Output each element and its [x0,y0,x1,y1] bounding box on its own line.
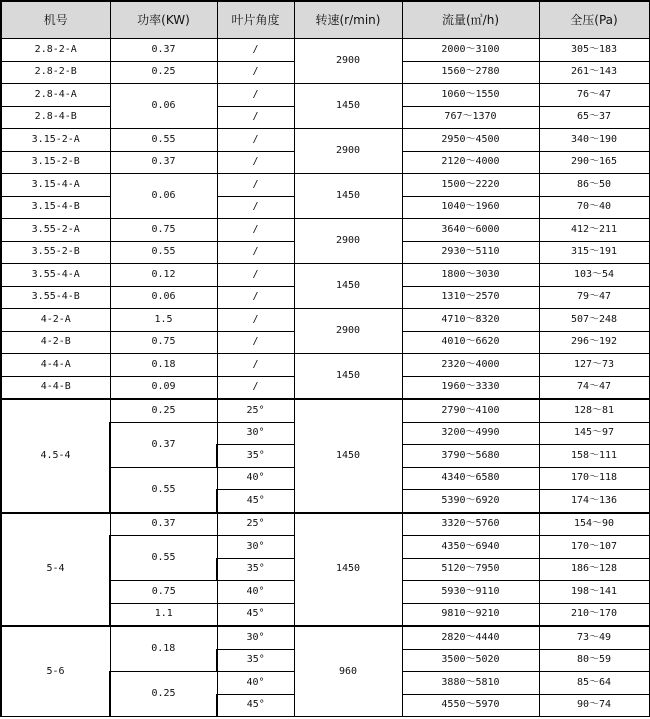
angle-cell: 35° [217,445,294,468]
power-cell: 1.5 [110,309,217,332]
model-cell: 4-4-A [1,354,110,377]
angle-cell: 30° [217,626,294,649]
table-row [1,39,649,62]
angle-cell: / [217,39,294,62]
pressure-cell: 70～40 [539,196,649,219]
angle-cell: 25° [217,399,294,422]
speed-cell: 1450 [294,264,402,309]
angle-cell: 40° [217,672,294,695]
power-cell: 0.06 [110,84,217,129]
table-row [1,399,649,422]
power-cell: 0.25 [110,61,217,84]
power-cell: 0.37 [110,422,217,467]
model-cell: 4-2-A [1,309,110,332]
angle-cell: / [217,174,294,197]
flow-cell: 1060～1550 [402,84,539,107]
power-cell: 1.1 [110,603,217,626]
model-cell: 3.55-4-B [1,286,110,309]
flow-cell: 1800～3030 [402,264,539,287]
flow-cell: 5930～9110 [402,581,539,604]
header-pressure: 全压(Pa) [539,1,649,39]
header-row [1,1,649,39]
pressure-cell: 305～183 [539,39,649,62]
pressure-cell: 198～141 [539,581,649,604]
angle-cell: 40° [217,581,294,604]
flow-cell: 9810～9210 [402,603,539,626]
speed-cell: 1450 [294,174,402,219]
flow-cell: 3790～5680 [402,445,539,468]
angle-cell: / [217,219,294,242]
pressure-cell: 174～136 [539,490,649,513]
pressure-cell: 210～170 [539,603,649,626]
pressure-cell: 73～49 [539,626,649,649]
model-cell: 3.15-2-B [1,151,110,174]
speed-cell: 1450 [294,399,402,513]
flow-cell: 3880～5810 [402,672,539,695]
power-cell: 0.18 [110,354,217,377]
angle-cell: / [217,129,294,152]
pressure-cell: 79～47 [539,286,649,309]
pressure-cell: 85～64 [539,672,649,695]
angle-cell: 45° [217,490,294,513]
angle-cell: 30° [217,422,294,445]
flow-cell: 3500～5020 [402,649,539,672]
table-row [1,354,649,377]
model-cell: 2.8-4-A [1,84,110,107]
power-cell: 0.37 [110,151,217,174]
flow-cell: 2820～4440 [402,626,539,649]
angle-cell: / [217,61,294,84]
table-row [1,84,649,107]
table-row [1,309,649,332]
header-blade-angle: 叶片角度 [217,1,294,39]
power-cell: 0.37 [110,39,217,62]
flow-cell: 4010～6620 [402,331,539,354]
angle-cell: 45° [217,694,294,717]
pressure-cell: 158～111 [539,445,649,468]
model-cell: 3.55-2-A [1,219,110,242]
model-cell: 2.8-2-B [1,61,110,84]
table-row [1,513,649,536]
power-cell: 0.75 [110,331,217,354]
angle-cell: / [217,354,294,377]
model-cell: 4-2-B [1,331,110,354]
power-cell: 0.25 [110,672,217,717]
model-cell: 3.15-4-A [1,174,110,197]
power-cell: 0.12 [110,264,217,287]
flow-cell: 4550～5970 [402,694,539,717]
model-cell: 4-4-B [1,376,110,399]
angle-cell: / [217,151,294,174]
angle-cell: / [217,84,294,107]
pressure-cell: 186～128 [539,558,649,581]
speed-cell: 2900 [294,39,402,84]
power-cell: 0.37 [110,513,217,536]
pressure-cell: 296～192 [539,331,649,354]
power-cell: 0.75 [110,219,217,242]
pressure-cell: 154～90 [539,513,649,536]
power-cell: 0.25 [110,399,217,422]
power-cell: 0.06 [110,286,217,309]
flow-cell: 3200～4990 [402,422,539,445]
power-cell: 0.55 [110,129,217,152]
pressure-cell: 76～47 [539,84,649,107]
speed-cell: 2900 [294,309,402,354]
model-cell: 5-4 [1,513,110,627]
pressure-cell: 261～143 [539,61,649,84]
model-cell: 4.5-4 [1,399,110,513]
flow-cell: 2930～5110 [402,241,539,264]
speed-cell: 1450 [294,354,402,400]
pressure-cell: 65～37 [539,106,649,129]
angle-cell: / [217,106,294,129]
pressure-cell: 128～81 [539,399,649,422]
angle-cell: 35° [217,558,294,581]
flow-cell: 2790～4100 [402,399,539,422]
table-row [1,129,649,152]
speed-cell: 2900 [294,129,402,174]
angle-cell: / [217,196,294,219]
table-row [1,219,649,242]
angle-cell: 25° [217,513,294,536]
angle-cell: / [217,331,294,354]
angle-cell: / [217,309,294,332]
header-model: 机号 [1,1,110,39]
pressure-cell: 80～59 [539,649,649,672]
pressure-cell: 170～107 [539,536,649,559]
pressure-cell: 170～118 [539,467,649,490]
header-flow: 流量(㎥/h) [402,1,539,39]
angle-cell: 45° [217,603,294,626]
header-power: 功率(KW) [110,1,217,39]
angle-cell: / [217,376,294,399]
speed-cell: 960 [294,626,402,717]
angle-cell: / [217,241,294,264]
flow-cell: 1040～1960 [402,196,539,219]
speed-cell: 1450 [294,84,402,129]
flow-cell: 1960～3330 [402,376,539,399]
pressure-cell: 315～191 [539,241,649,264]
table-row [1,626,649,649]
flow-cell: 3640～6000 [402,219,539,242]
angle-cell: / [217,264,294,287]
angle-cell: 40° [217,467,294,490]
pressure-cell: 412～211 [539,219,649,242]
flow-cell: 4710～8320 [402,309,539,332]
power-cell: 0.55 [110,241,217,264]
pressure-cell: 103～54 [539,264,649,287]
flow-cell: 1560～2780 [402,61,539,84]
pressure-cell: 90～74 [539,694,649,717]
power-cell: 0.55 [110,536,217,581]
flow-cell: 3320～5760 [402,513,539,536]
speed-cell: 2900 [294,219,402,264]
power-cell: 0.09 [110,376,217,399]
flow-cell: 2000～3100 [402,39,539,62]
flow-cell: 767～1370 [402,106,539,129]
flow-cell: 5120～7950 [402,558,539,581]
power-cell: 0.55 [110,467,217,513]
model-cell: 3.55-4-A [1,264,110,287]
flow-cell: 2120～4000 [402,151,539,174]
pressure-cell: 290～165 [539,151,649,174]
model-cell: 2.8-2-A [1,39,110,62]
speed-cell: 1450 [294,513,402,627]
flow-cell: 1310～2570 [402,286,539,309]
header-speed: 转速(r/min) [294,1,402,39]
flow-cell: 5390～6920 [402,490,539,513]
power-cell: 0.18 [110,626,217,672]
model-cell: 3.15-4-B [1,196,110,219]
table-row [1,264,649,287]
pressure-cell: 145～97 [539,422,649,445]
pressure-cell: 74～47 [539,376,649,399]
flow-cell: 2320～4000 [402,354,539,377]
pressure-cell: 340～190 [539,129,649,152]
model-cell: 3.15-2-A [1,129,110,152]
angle-cell: 35° [217,649,294,672]
flow-cell: 2950～4500 [402,129,539,152]
table-row [1,174,649,197]
angle-cell: / [217,286,294,309]
flow-cell: 4350～6940 [402,536,539,559]
power-cell: 0.06 [110,174,217,219]
flow-cell: 1500～2220 [402,174,539,197]
angle-cell: 30° [217,536,294,559]
model-cell: 5-6 [1,626,110,717]
pressure-cell: 86～50 [539,174,649,197]
model-cell: 2.8-4-B [1,106,110,129]
pressure-cell: 507～248 [539,309,649,332]
flow-cell: 4340～6580 [402,467,539,490]
pressure-cell: 127～73 [539,354,649,377]
model-cell: 3.55-2-B [1,241,110,264]
power-cell: 0.75 [110,581,217,604]
